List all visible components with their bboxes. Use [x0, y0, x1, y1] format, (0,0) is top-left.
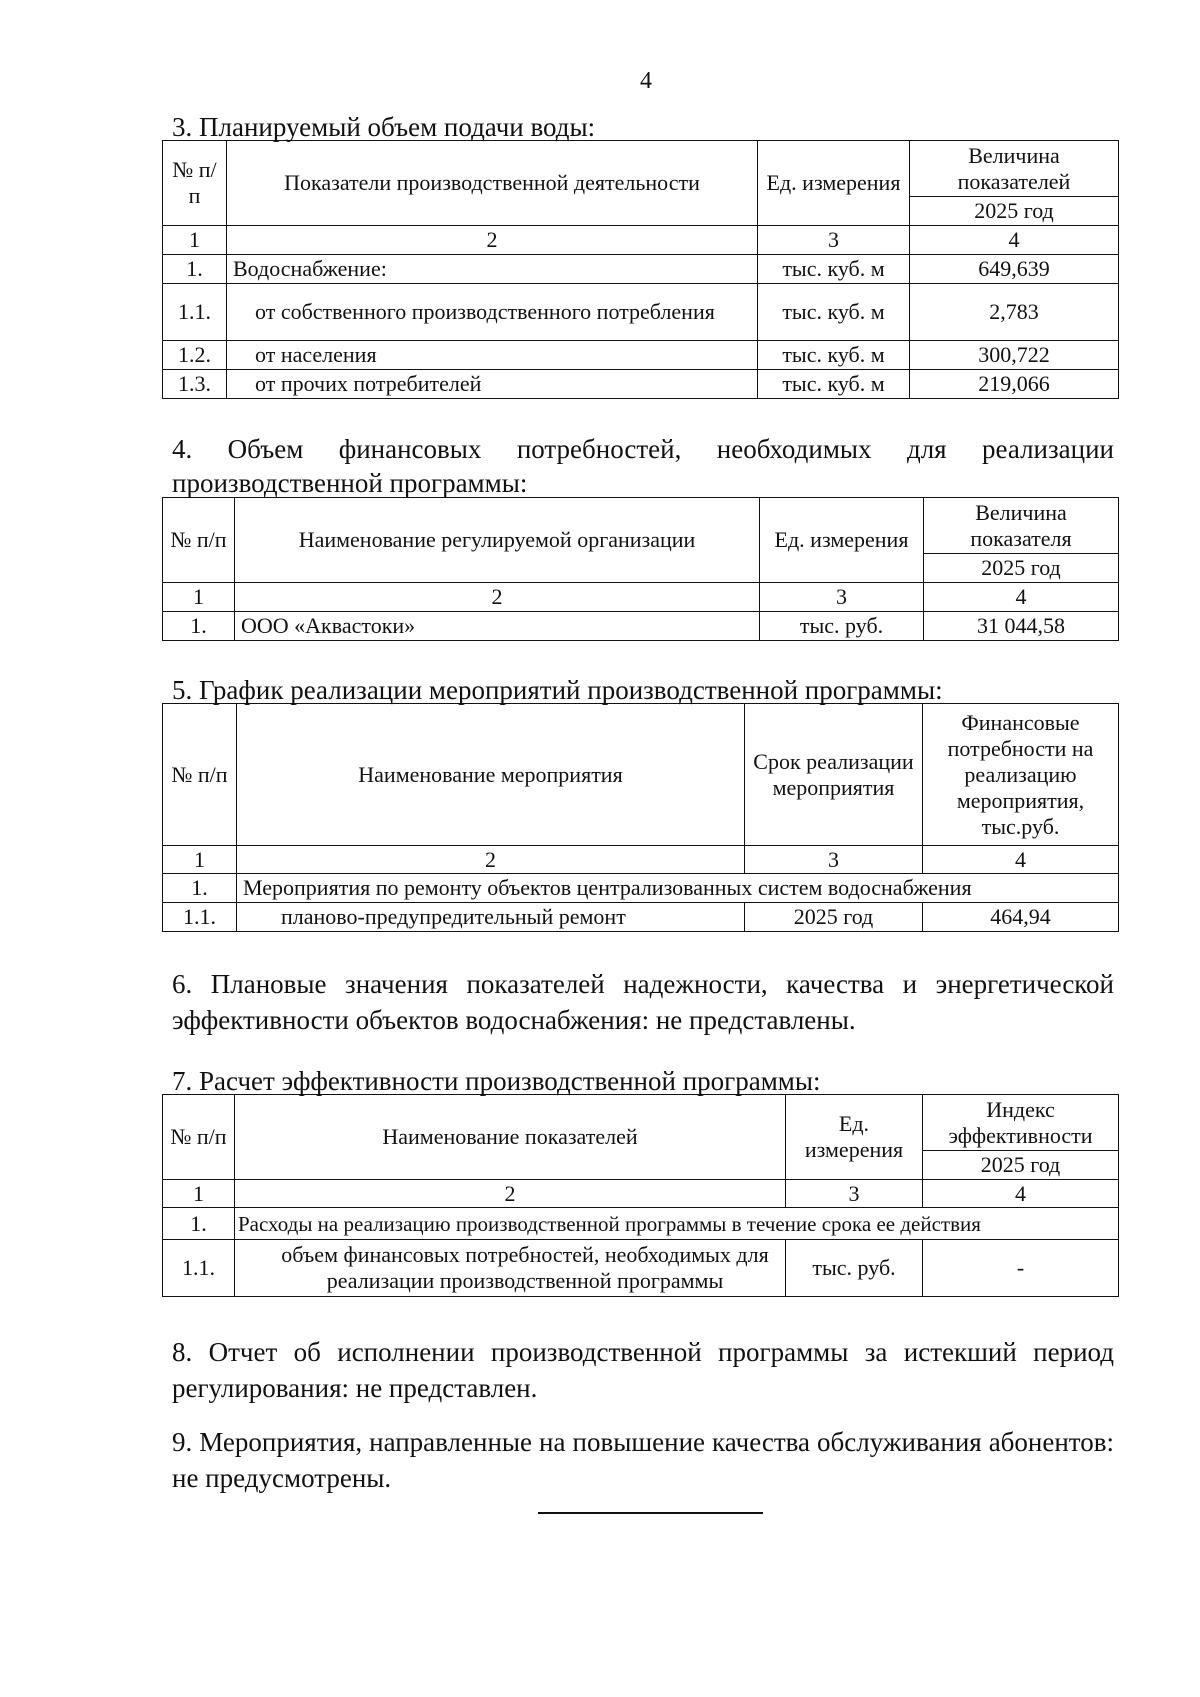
row-value: 464,94	[923, 903, 1119, 932]
section-5-heading: 5. График реализации мероприятий производственной программы:	[172, 675, 943, 705]
table-row	[163, 874, 1119, 903]
col-finance-header: Финансовые потребности на реализацию мероприятия, тыс.руб.	[923, 704, 1119, 846]
colnum-3: 3	[745, 846, 923, 874]
colnum-3: 3	[786, 1180, 923, 1208]
row-name: планово-предупредительный ремонт	[237, 903, 745, 932]
table-row	[163, 612, 1119, 641]
col-year-header: 2025 год	[924, 554, 1119, 583]
row-unit: тыс. куб. м	[758, 341, 910, 370]
row-num: 1.	[163, 612, 235, 641]
section-9-text: 9. Мероприятия, направленные на повышение качества обслуживания абонентов: не предусмотрены.	[172, 1427, 1114, 1493]
end-rule	[538, 1512, 763, 1514]
group-name: Расходы на реализацию производственной программы в течение срока ее действия	[235, 1208, 1119, 1240]
row-num: 1.3.	[163, 370, 227, 399]
row-name: ООО «Аквастоки»	[235, 612, 760, 641]
activities-schedule-table	[162, 703, 1119, 932]
col-name-header: Наименование мероприятия	[237, 704, 745, 846]
row-value: -	[923, 1240, 1119, 1297]
col-num-header: № п/п	[163, 1095, 235, 1180]
row-unit: тыс. куб. м	[758, 370, 910, 399]
row-value: 219,066	[910, 370, 1119, 399]
row-value: 649,639	[910, 255, 1119, 284]
row-name: от населения	[227, 341, 758, 370]
colnum-1: 1	[163, 846, 237, 874]
row-num: 1.	[163, 255, 227, 284]
row-value: 31 044,58	[924, 612, 1119, 641]
group-num: 1.	[163, 1208, 235, 1240]
section-7-heading: 7. Расчет эффективности производственной программы:	[172, 1066, 821, 1096]
efficiency-table	[162, 1094, 1119, 1297]
row-unit: тыс. руб.	[760, 612, 924, 641]
colnum-4: 4	[924, 583, 1119, 612]
table-row	[163, 284, 1119, 341]
colnum-4: 4	[910, 226, 1119, 255]
table-row	[163, 255, 1119, 284]
colnum-4: 4	[923, 1180, 1119, 1208]
table-row	[163, 370, 1119, 399]
colnum-1: 1	[163, 226, 227, 255]
row-num: 1.1.	[163, 903, 237, 932]
col-year-header: 2025 год	[910, 197, 1119, 226]
row-term: 2025 год	[745, 903, 923, 932]
section-8-text: 8. Отчет об исполнении производственной программы за истекший период регулирования: не представлен.	[172, 1337, 1114, 1403]
table-row	[163, 341, 1119, 370]
row-unit: тыс. куб. м	[758, 255, 910, 284]
table-row	[163, 1240, 1119, 1297]
colnum-3: 3	[758, 226, 910, 255]
col-org-header: Наименование регулируемой организации	[235, 498, 760, 583]
colnum-3: 3	[760, 583, 924, 612]
col-num-header: № п/п	[163, 141, 227, 226]
row-unit: тыс. куб. м	[758, 284, 910, 341]
colnum-1: 1	[163, 1180, 235, 1208]
col-num-header: № п/п	[163, 498, 235, 583]
col-value-header: Величина показателей	[910, 141, 1119, 197]
colnum-2: 2	[237, 846, 745, 874]
section-3-heading: 3. Планируемый объем подачи воды:	[172, 112, 596, 142]
row-name: от прочих потребителей	[227, 370, 758, 399]
water-supply-table	[162, 140, 1119, 399]
col-unit-header: Ед. измерения	[758, 141, 910, 226]
row-name: от собственного производственного потребления	[227, 284, 758, 341]
financial-needs-table	[162, 497, 1119, 641]
col-unit-header: Ед. измерения	[786, 1095, 923, 1180]
row-name: объем финансовых потребностей, необходимых для реализации производственной программы	[235, 1240, 786, 1297]
col-value-header: Величина показателя	[924, 498, 1119, 554]
row-num: 1.1.	[163, 1240, 235, 1297]
col-num-header: № п/п	[163, 704, 237, 846]
colnum-2: 2	[235, 1180, 786, 1208]
page-number: 4	[640, 68, 652, 94]
row-unit: тыс. руб.	[786, 1240, 923, 1297]
colnum-2: 2	[227, 226, 758, 255]
section-4-heading: 4. Объем финансовых потребностей, необходимых для реализации производственной программы:	[172, 434, 1114, 498]
col-unit-header: Ед. измерения	[760, 498, 924, 583]
col-year-header: 2025 год	[923, 1151, 1119, 1180]
row-name: Водоснабжение:	[227, 255, 758, 284]
row-num: 1.1.	[163, 284, 227, 341]
colnum-4: 4	[923, 846, 1119, 874]
col-index-header: Индекс эффективности	[923, 1095, 1119, 1151]
table-row	[163, 903, 1119, 932]
group-name: Мероприятия по ремонту объектов централизованных систем водоснабжения	[237, 874, 1119, 903]
group-num: 1.	[163, 874, 237, 903]
colnum-2: 2	[235, 583, 760, 612]
colnum-1: 1	[163, 583, 235, 612]
row-value: 2,783	[910, 284, 1119, 341]
section-6-text: 6. Плановые значения показателей надежности, качества и энергетической эффективности объектов водоснабжения: не представлены.	[172, 969, 1114, 1035]
row-num: 1.2.	[163, 341, 227, 370]
col-name-header: Наименование показателей	[235, 1095, 786, 1180]
col-term-header: Срок реализации мероприятия	[745, 704, 923, 846]
row-value: 300,722	[910, 341, 1119, 370]
table-row	[163, 1208, 1119, 1240]
col-indicator-header: Показатели производственной деятельности	[227, 141, 758, 226]
